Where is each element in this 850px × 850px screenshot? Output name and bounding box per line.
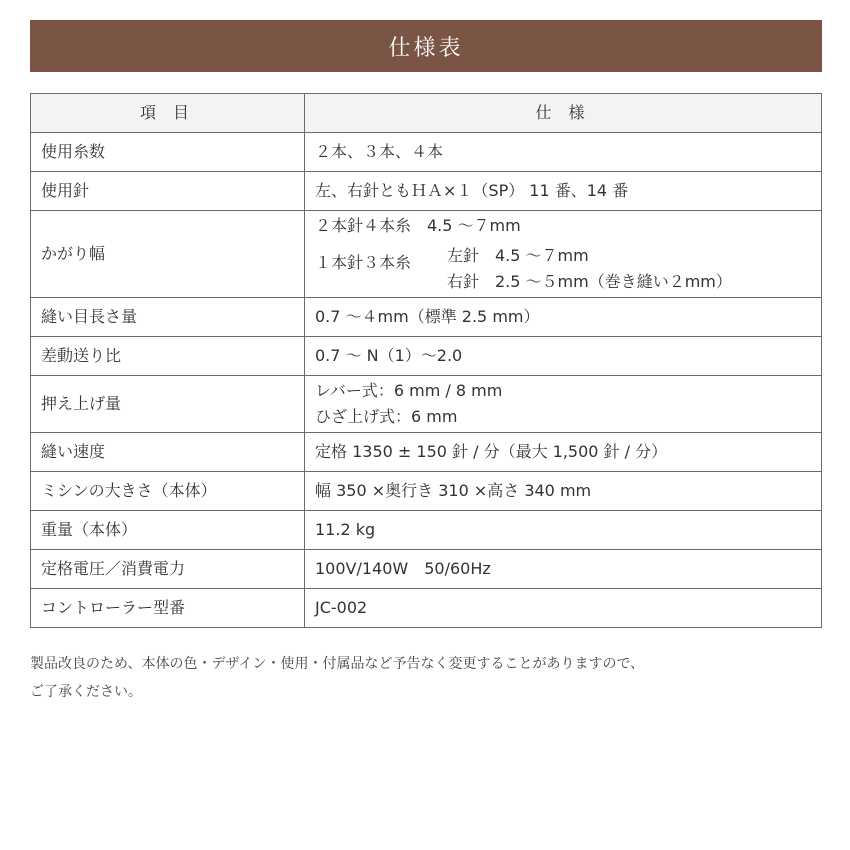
row-label: 差動送り比 [31,337,305,376]
table-row [31,511,822,550]
page-title: 仕様表 [388,35,464,61]
sub-label: １本針３本糸 [315,253,412,272]
row-label: 押え上げ量 [31,376,305,433]
row-value [305,376,822,433]
row-label: かがり幅 [31,211,305,298]
row-value: 定格 1350 ± 150 針 / 分（最大 1,500 針 / 分） [305,433,822,472]
table-row [31,376,822,433]
sub-values [447,243,732,295]
spec-title-banner [30,20,822,72]
row-label: 縫い速度 [31,433,305,472]
table-row [31,550,822,589]
row-label: 重量（本体） [31,511,305,550]
column-header-spec: 仕 様 [305,94,822,133]
note-line: ご了承ください。 [30,684,142,700]
row-value: 左、右針ともＨＡ×１（SP） 11 番、14 番 [305,172,822,211]
overlock-width-sub [315,243,811,295]
note-line: 製品改良のため、本体の色・デザイン・使用・付属品など予告なく変更することがありますので、 [30,656,645,672]
table-row [31,433,822,472]
sub-value-left: 左針 4.5 ～７mm [447,246,589,265]
row-value: 0.7 ～４mm（標準 2.5 mm） [305,298,822,337]
row-value: 11.2 kg [305,511,822,550]
spec-table [30,93,822,628]
disclaimer-note [30,650,830,706]
table-row [31,298,822,337]
sub-value-right: 右針 2.5 ～５mm（巻き縫い２mm） [447,272,732,291]
row-label: 定格電圧／消費電力 [31,550,305,589]
table-header-row [31,94,822,133]
row-value [305,211,822,298]
row-value: ２本、３本、４本 [305,133,822,172]
row-value: JC-002 [305,589,822,628]
table-row [31,337,822,376]
row-value: 100V/140W 50/60Hz [305,550,822,589]
row-label: ミシンの大きさ（本体） [31,472,305,511]
row-label: 縫い目長さ量 [31,298,305,337]
table-row [31,211,822,298]
row-label: 使用糸数 [31,133,305,172]
value-line: レバー式：6 mm / 8 mm [315,381,503,400]
row-label: 使用針 [31,172,305,211]
table-row [31,589,822,628]
value-line: ひざ上げ式：6 mm [315,407,458,426]
column-header-item: 項 目 [31,94,305,133]
row-value: 幅 350 ×奥行き 310 ×高さ 340 mm [305,472,822,511]
row-label: コントローラー型番 [31,589,305,628]
table-row [31,472,822,511]
table-row [31,133,822,172]
overlock-width-line: ２本針４本糸 4.5 ～７mm [315,216,521,235]
table-row [31,172,822,211]
row-value: 0.7 ～ N（1）～2.0 [305,337,822,376]
